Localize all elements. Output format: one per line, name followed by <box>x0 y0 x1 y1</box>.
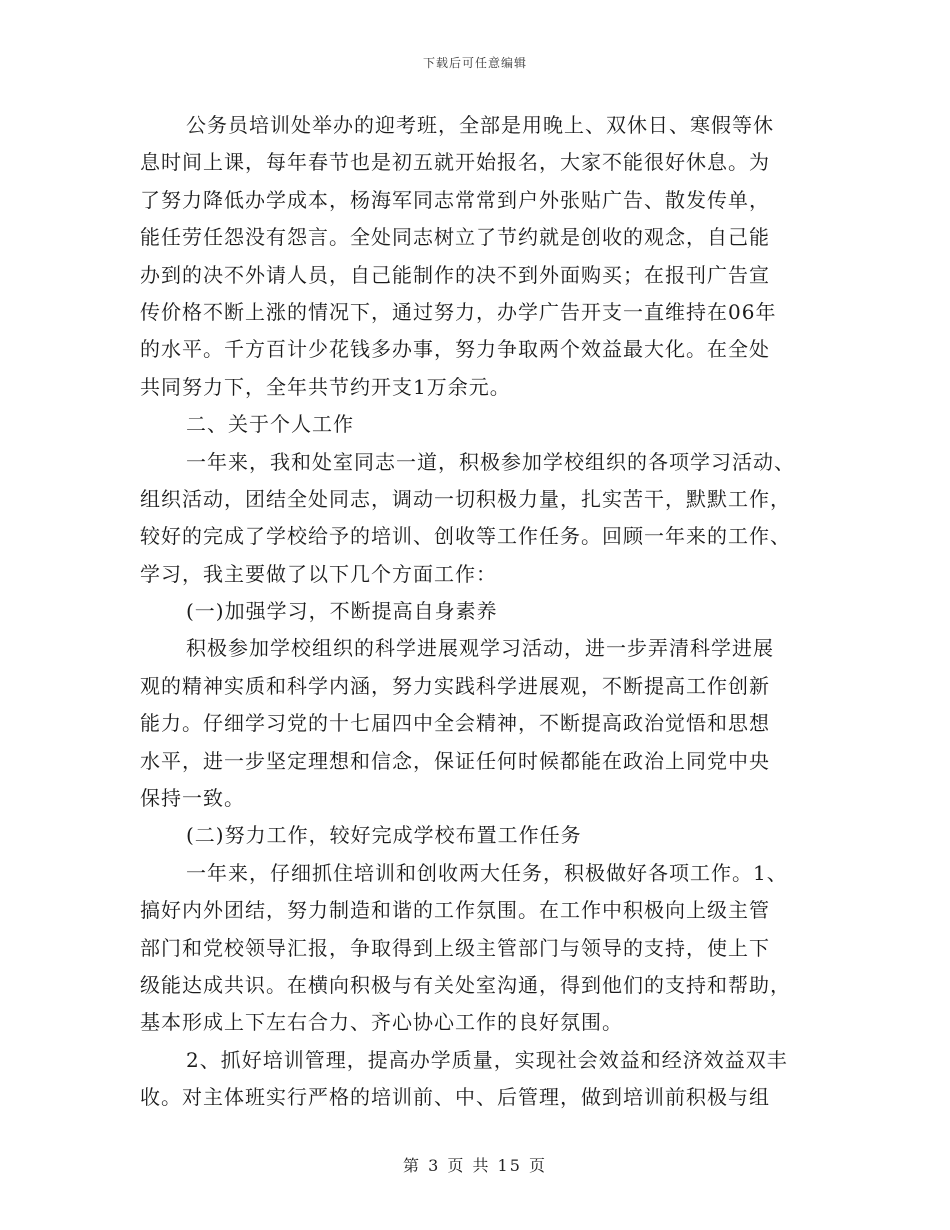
text-line: (二)努力工作，较好完成学校布置工作任务 <box>186 823 582 848</box>
text-line: 息时间上课，每年春节也是初五就开始报名，大家不能很好休息。为 <box>140 150 770 175</box>
text-line: 组织活动，团结全处同志，调动一切积极力量，扎实苦干，默默工作， <box>140 486 791 511</box>
text-line: 积极参加学校组织的科学进展观学习活动，进一步弄清科学进展 <box>186 636 774 661</box>
text-line: 2、抓好培训管理，提高办学质量，实现社会效益和经济效益双丰 <box>186 1047 788 1072</box>
text-line: 了努力降低办学成本，杨海军同志常常到户外张贴广告、散发传单， <box>140 187 770 212</box>
text-line: 较好的完成了学校给予的培训、创收等工作任务。回顾一年来的工作、 <box>140 524 791 549</box>
page-header-note: 下载后可任意编辑 <box>422 56 527 70</box>
text-line: 水平，进一步坚定理想和信念，保证任何时候都能在政治上同党中央 <box>140 748 770 773</box>
text-line: 级能达成共识。在横向积极与有关处室沟通，得到他们的支持和帮助， <box>140 972 791 997</box>
page-number-footer: 第 3 页 共 15 页 <box>403 1156 547 1175</box>
text-line: 公务员培训处举办的迎考班，全部是用晚上、双休日、寒假等休 <box>186 113 774 137</box>
text-line: 二、关于个人工作 <box>186 412 354 437</box>
text-line: 一年来，仔细抓住培训和创收两大任务，积极做好各项工作。1、 <box>186 860 788 885</box>
text-line: 共同努力下，全年共节约开支1万余元。 <box>140 374 511 399</box>
text-line: 收。对主体班实行严格的培训前、中、后管理，做到培训前积极与组 <box>140 1085 770 1110</box>
text-line: 保持一致。 <box>140 786 245 811</box>
text-line: 能任劳任怨没有怨言。全处同志树立了节约就是创收的观念，自己能 <box>140 225 770 250</box>
text-line: (一)加强学习，不断提高自身素养 <box>186 599 498 624</box>
text-line: 办到的决不外请人员，自己能制作的决不到外面购买；在报刊广告宣 <box>140 262 770 287</box>
text-line: 部门和党校领导汇报，争取得到上级主管部门与领导的支持，使上下 <box>140 935 770 960</box>
text-line: 传价格不断上涨的情况下，通过努力，办学广告开支一直维持在06年 <box>140 299 777 324</box>
text-line: 观的精神实质和科学内涵，努力实践科学进展观，不断提高工作创新 <box>140 673 770 698</box>
text-line: 基本形成上下左右合力、齐心协心工作的良好氛围。 <box>140 1010 623 1035</box>
text-line: 的水平。千方百计少花钱多办事，努力争取两个效益最大化。在全处 <box>140 337 770 362</box>
text-line: 学习，我主要做了以下几个方面工作： <box>140 561 497 586</box>
document-body <box>140 107 810 1117</box>
text-line: 能力。仔细学习党的十七届四中全会精神，不断提高政治觉悟和思想 <box>140 711 770 736</box>
text-line: 搞好内外团结，努力制造和谐的工作氛围。在工作中积极向上级主管 <box>140 898 770 923</box>
text-line: 一年来，我和处室同志一道，积极参加学校组织的各项学习活动、 <box>186 449 795 474</box>
